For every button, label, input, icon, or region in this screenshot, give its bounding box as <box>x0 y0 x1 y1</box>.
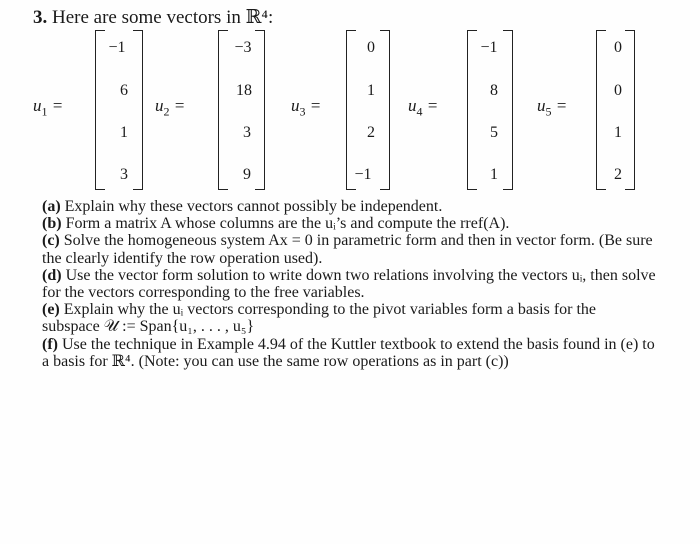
question-d-text: Use the vector form solution to write down two relations involving the vectors uᵢ, then solve for the vectors corresponding to the free variables. <box>42 266 656 302</box>
question-f-text: Use the technique in Example 4.94 of the Kuttler textbook to extend the basis found in (e) to a basis for ℝ⁴. (Note: you can use the same row operations as in part (c)) <box>42 335 655 370</box>
vector-u3-entry-1: 0 <box>367 39 375 56</box>
vector-u4-entry-4: 1 <box>490 166 498 183</box>
vector-u2-label: $u_2$ = <box>155 96 186 119</box>
problem-number: 3. <box>33 7 48 28</box>
vector-u3-entry-4: −1 <box>354 166 372 183</box>
vector-u2-entry-1: −3 <box>234 39 252 56</box>
question-a-text: Explain why these vectors cannot possibly be independent. <box>64 198 443 215</box>
vector-u1-entry-2: 6 <box>120 82 128 99</box>
vector-u1-entry-3: 1 <box>120 124 128 141</box>
question-e-tag: (e) <box>42 301 60 319</box>
question-e-text: Explain why the uᵢ vectors corresponding to the pivot variables form a basis for the subspace 𝒰 := Span{u₁, . . . , u₅} <box>42 301 597 336</box>
question-b-text: Form a matrix A whose columns are the uᵢ’s and compute the rref(A). <box>65 215 510 233</box>
vector-u4-label: $u_4$ = <box>408 96 439 119</box>
vector-u1-entry-4: 3 <box>120 166 128 183</box>
vector-u2-entry-3: 3 <box>243 124 251 141</box>
vector-u3-entry-3: 2 <box>367 124 375 141</box>
vector-u4-entry-1: −1 <box>480 39 498 56</box>
vector-u4-entry-2: 8 <box>490 82 498 99</box>
vector-u3-label: $u_3$ = <box>291 96 322 119</box>
vector-u5-entry-4: 2 <box>614 166 622 183</box>
question-d <box>42 267 657 301</box>
question-b-tag: (b) <box>42 215 62 233</box>
vector-u5-entry-2: 0 <box>614 82 622 99</box>
vector-u2-entry-2: 18 <box>236 82 252 99</box>
question-f <box>42 336 657 370</box>
question-c-text: Solve the homogeneous system Ax = 0 in parametric form and then in vector form. (Be sure the clearly identify the row operation used). <box>42 232 653 267</box>
problem-intro: Here are some vectors in ℝ⁴: <box>52 7 274 28</box>
vector-u5-entry-1: 0 <box>614 39 622 56</box>
vector-u5-label: $u_5$ = <box>537 96 568 119</box>
vector-u4-entry-3: 5 <box>490 124 498 141</box>
question-list <box>42 198 657 370</box>
vector-u5-entry-3: 1 <box>614 124 622 141</box>
vector-u2-entry-4: 9 <box>243 166 251 183</box>
vector-u1-entry-1: −1 <box>108 39 126 56</box>
question-c-tag: (c) <box>42 232 60 250</box>
question-a-tag: (a) <box>42 198 61 215</box>
question-b <box>42 215 657 232</box>
problem-heading <box>33 6 273 29</box>
vector-u3-entry-2: 1 <box>367 82 375 99</box>
question-f-tag: (f) <box>42 335 58 353</box>
question-c <box>42 232 657 266</box>
vector-u1-label: $u_1$ = <box>33 96 64 119</box>
question-a <box>42 198 657 215</box>
question-d-tag: (d) <box>42 266 62 284</box>
question-e <box>42 301 657 335</box>
